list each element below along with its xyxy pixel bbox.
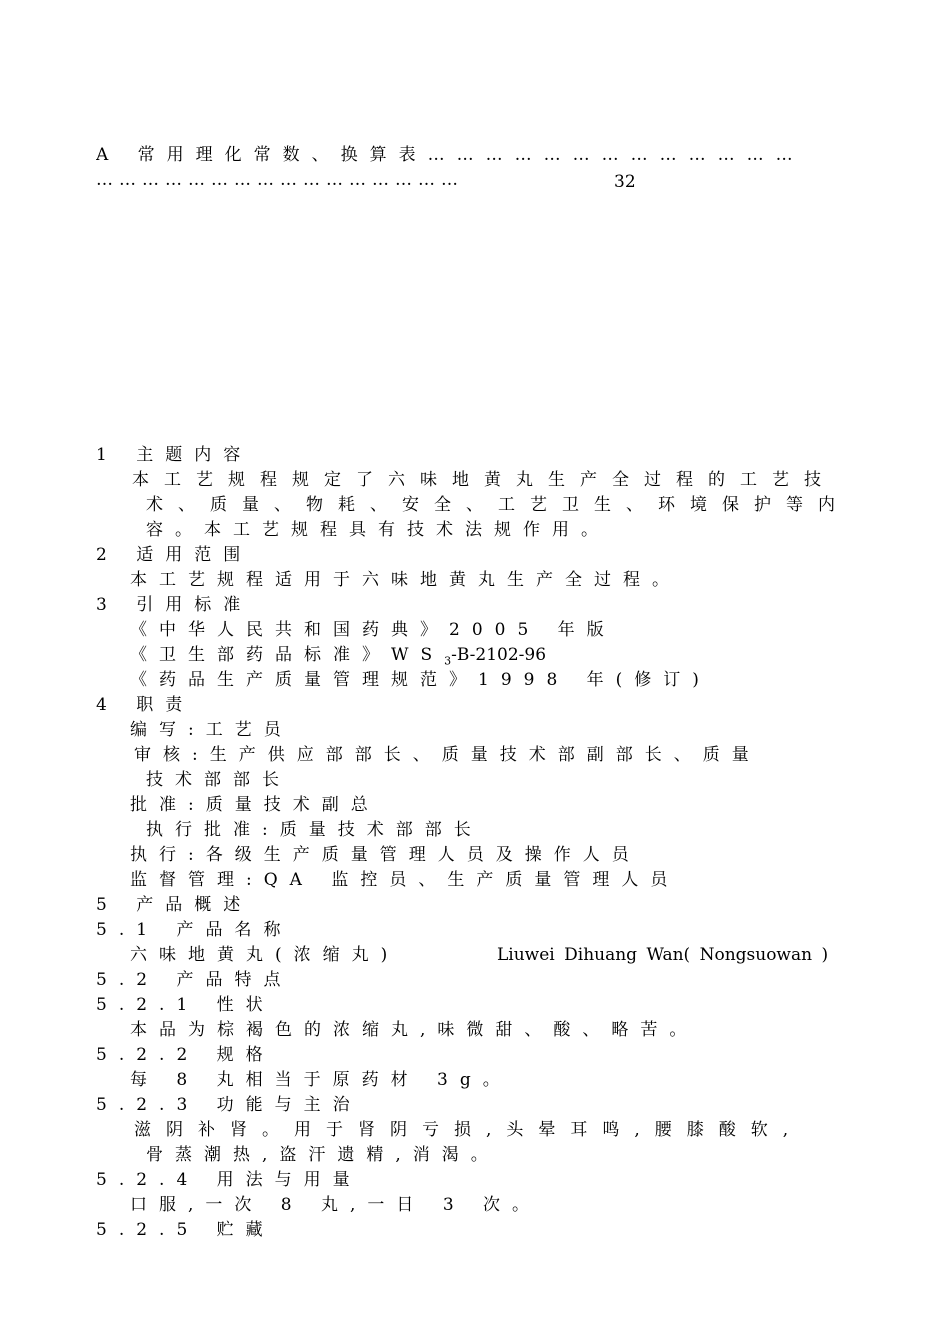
section-1-heading: 1 主题内容	[96, 445, 253, 465]
product-appearance: 本品为棕褐色的浓缩丸,味微甜、酸、略苦。	[130, 1020, 699, 1040]
section-5-heading: 5 产品概述	[96, 895, 253, 915]
product-specification: 每 8 丸相当于原药材 3g。	[130, 1070, 512, 1090]
toc-page-number: 32	[614, 172, 636, 192]
reference-ministry-standard-code: -B-2102-96	[451, 645, 547, 665]
reference-gmp: 《药品生产质量管理规范》1998 年(修订)	[130, 670, 711, 690]
section-5-1-heading: 5.1 产品名称	[96, 920, 293, 940]
reference-ministry-standard-subscript: 3	[444, 654, 452, 668]
product-name-chinese: 六味地黄丸(浓缩丸)	[130, 945, 400, 965]
duty-supervise: 监督管理:QA 监控员、生产质量管理人员	[130, 870, 680, 890]
section-2-body: 本工艺规程适用于六味地黄丸生产全过程。	[130, 570, 681, 590]
section-3-heading: 3 引用标准	[96, 595, 253, 615]
reference-ministry-standard-text: 《卫生部药品标准》WS	[130, 645, 445, 665]
duty-write: 编写:工艺员	[130, 720, 293, 740]
toc-entry-line-1: A 常用理化常数、换算表…………………………………	[96, 145, 805, 165]
section-5-2-4-heading: 5.2.4 用法与用量	[96, 1170, 362, 1190]
section-5-2-3-heading: 5.2.3 功能与主治	[96, 1095, 362, 1115]
section-5-2-heading: 5.2 产品特点	[96, 970, 293, 990]
duty-review-line-2: 技术部部长	[146, 770, 291, 790]
section-1-body-line-3: 容。本工艺规程具有技术法规作用。	[146, 520, 610, 540]
product-name-pinyin: Liuwei Dihuang Wan( Nongsuowan )	[497, 945, 829, 965]
duty-execute: 执行:各级生产质量管理人员及操作人员	[130, 845, 641, 865]
section-1-body-line-2: 术、质量、物耗、安全、工艺卫生、环境保护等内	[146, 495, 850, 515]
product-indications-line-2: 骨蒸潮热,盗汗遗精,消渴。	[146, 1145, 500, 1165]
duty-execution-approve: 执行批准:质量技术部部长	[146, 820, 483, 840]
section-5-2-5-heading: 5.2.5 贮藏	[96, 1220, 275, 1240]
section-5-2-1-heading: 5.2.1 性状	[96, 995, 275, 1015]
section-5-2-2-heading: 5.2.2 规格	[96, 1045, 275, 1065]
section-4-heading: 4 职责	[96, 695, 195, 715]
duty-review-line-1: 审核:生产供应部部长、质量技术部副部长、质量	[134, 745, 761, 765]
section-2-heading: 2 适用范围	[96, 545, 253, 565]
product-dosage: 口服,一次 8 丸,一日 3 次。	[130, 1195, 542, 1215]
reference-pharmacopoeia: 《中华人民共和国药典》2005 年版	[130, 620, 616, 640]
section-1-body-line-1: 本工艺规程规定了六味地黄丸生产全过程的工艺技	[132, 470, 836, 490]
product-indications-line-1: 滋阴补肾。用于肾阴亏损,头晕耳鸣,腰膝酸软,	[134, 1120, 804, 1140]
toc-entry-line-2: …………………………………………	[96, 170, 464, 190]
duty-approve: 批准:质量技术副总	[130, 795, 380, 815]
